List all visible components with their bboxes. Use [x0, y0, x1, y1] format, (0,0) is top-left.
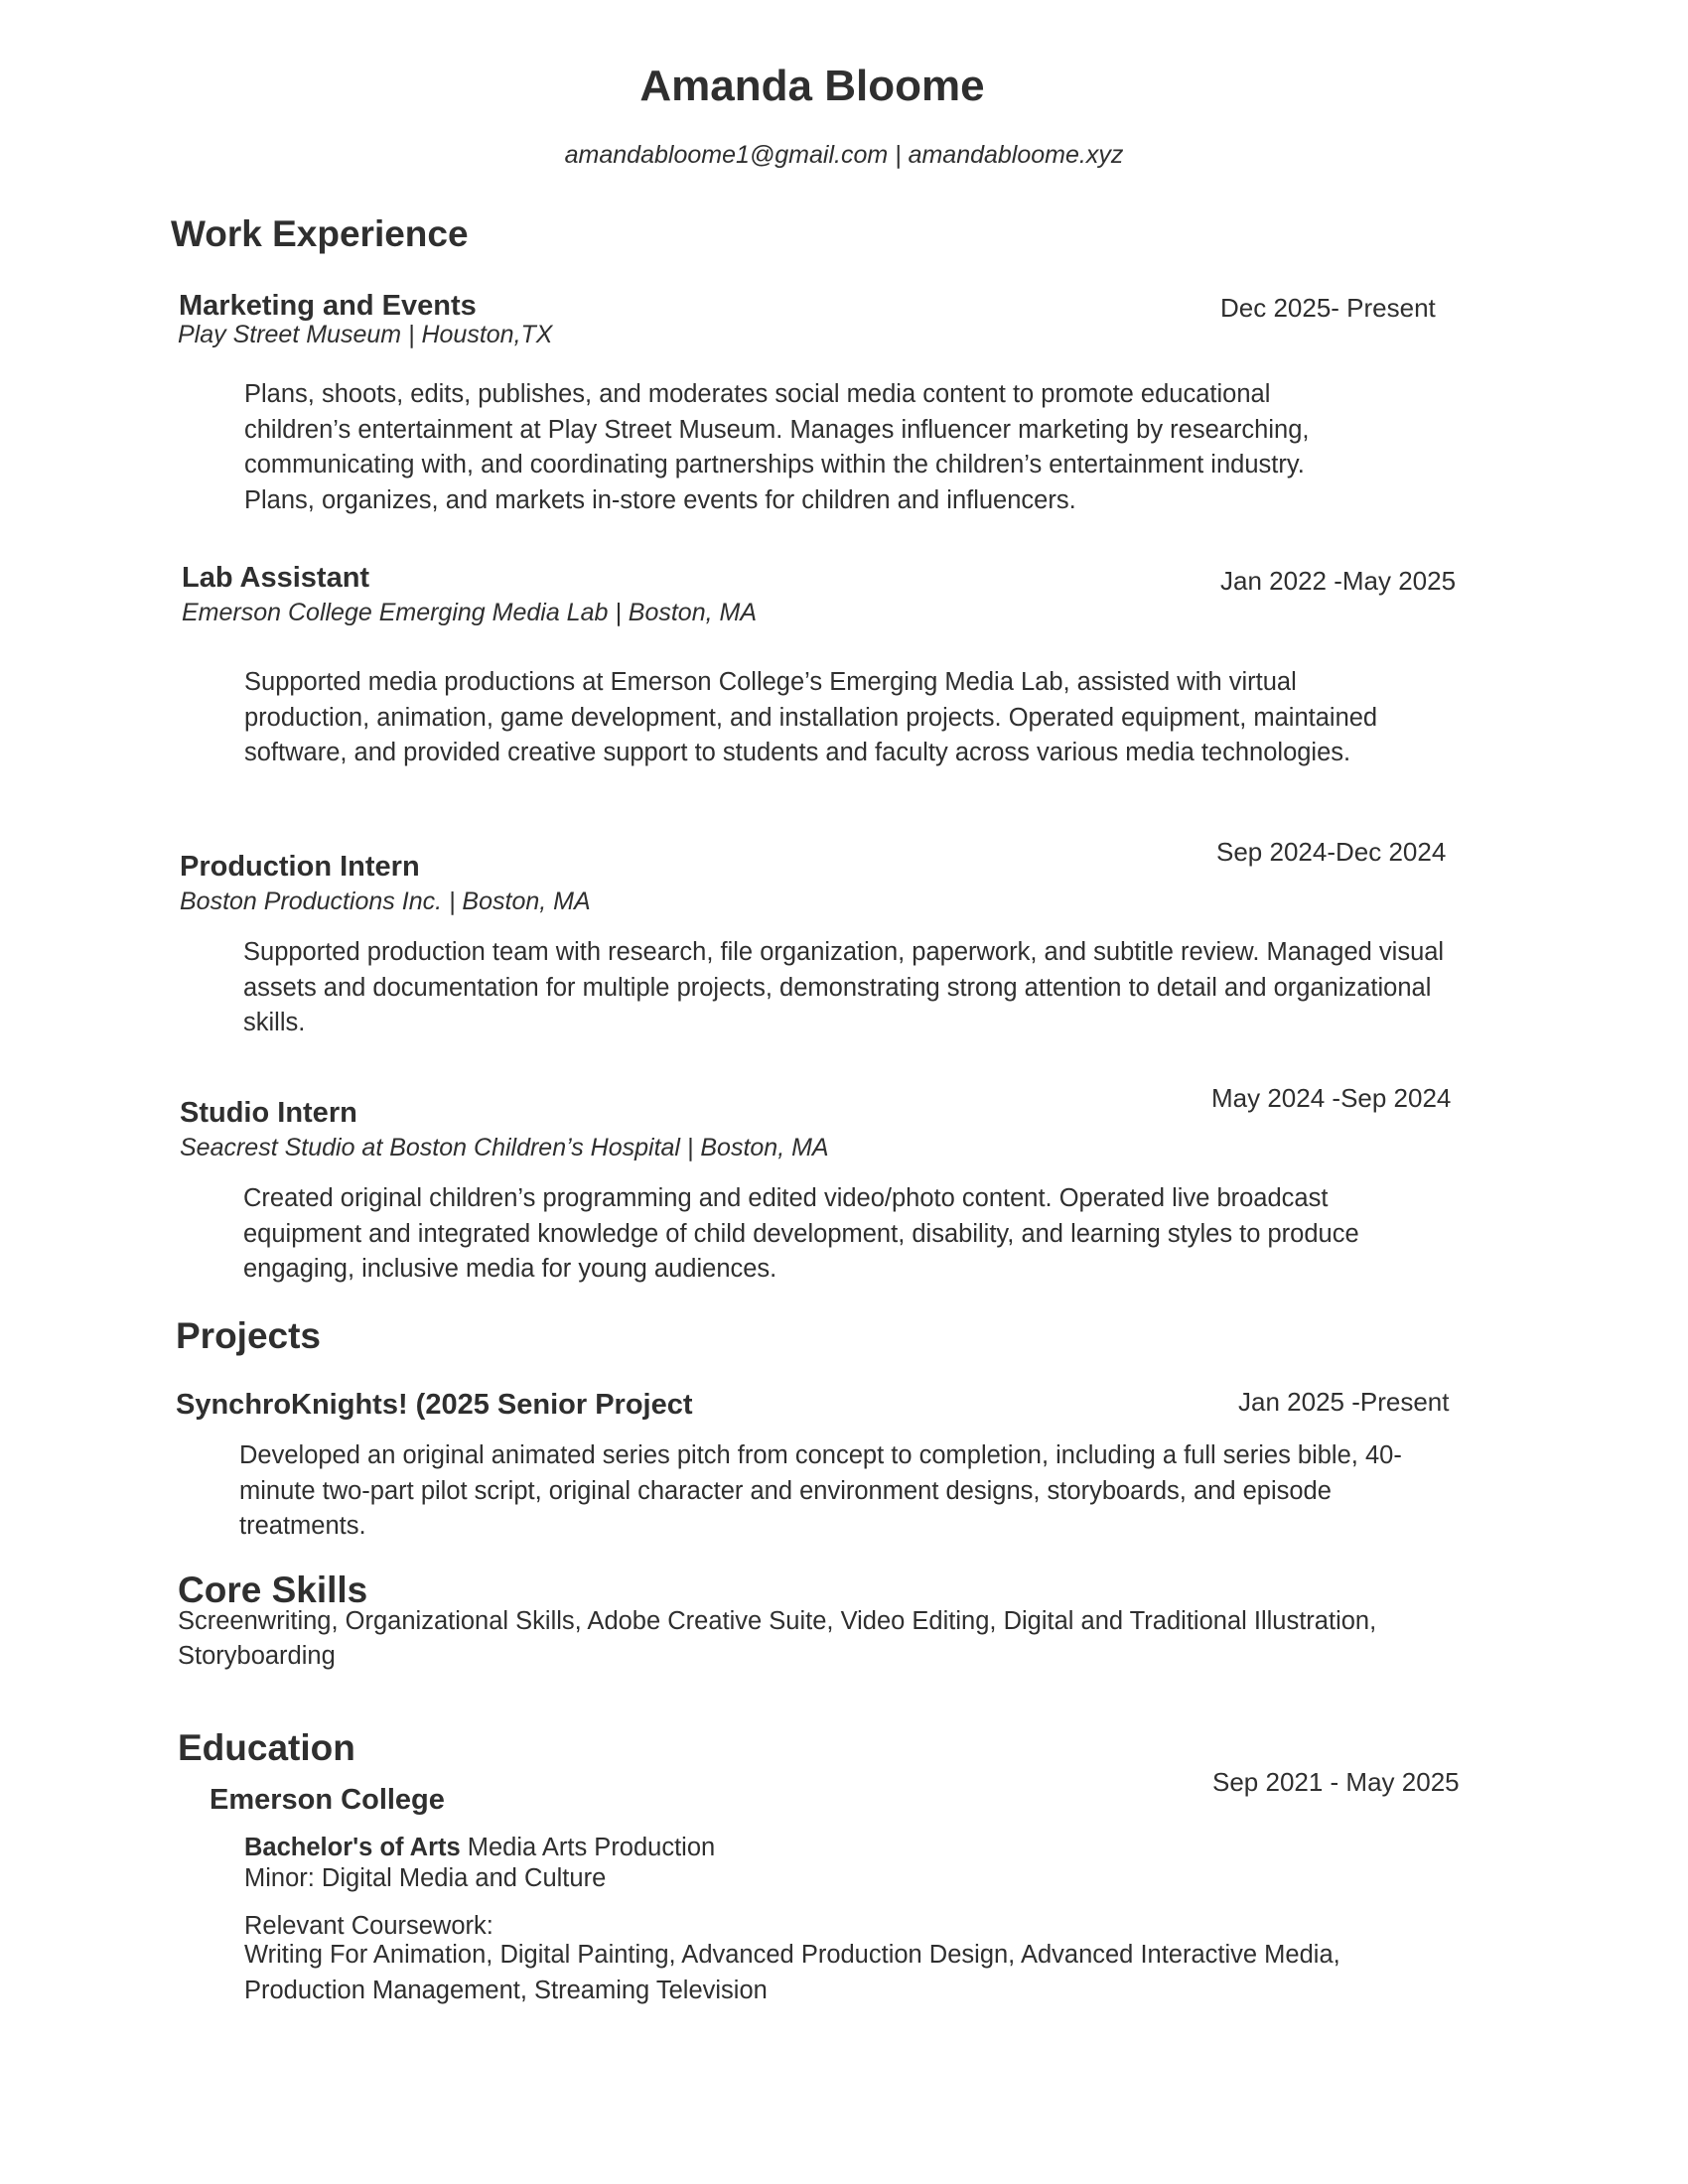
resume-name: Amanda Bloome: [639, 62, 985, 110]
core-skills-heading: Core Skills: [178, 1570, 368, 1610]
coursework-label: Relevant Coursework:: [244, 1912, 493, 1940]
work-experience-heading: Work Experience: [171, 213, 469, 254]
job-company: Play Street Museum | Houston,TX: [178, 321, 553, 348]
job-title: Studio Intern: [180, 1097, 357, 1129]
job-company: Emerson College Emerging Media Lab | Boston, MA: [182, 599, 758, 626]
project-dates: Jan 2025 -Present: [1238, 1387, 1450, 1417]
core-skills-list: Screenwriting, Organizational Skills, Adobe Creative Suite, Video Editing, Digital and Traditional Illustration, Storyboarding: [178, 1607, 1377, 1670]
projects-heading: Projects: [176, 1315, 322, 1356]
education-dates: Sep 2021 - May 2025: [1212, 1767, 1460, 1797]
job-dates: Jan 2022 -May 2025: [1220, 566, 1457, 596]
contact-info: amandabloome1@gmail.com | amandabloome.xyz: [564, 141, 1124, 169]
job-company: Seacrest Studio at Boston Children’s Hospital | Boston, MA: [180, 1134, 829, 1161]
job-title: Production Intern: [180, 851, 420, 883]
job-title: Lab Assistant: [182, 562, 370, 594]
job-dates: Sep 2024-Dec 2024: [1216, 837, 1447, 867]
job-description: Plans, shoots, edits, publishes, and moderates social media content to promote educational children’s entertainment at Play Street Museum. Manages influencer marketing by researching, communicating with, and coordinating partnerships within the children’s entertainment industry. Plans, organizes, and markets in-store events for children and influencers.: [244, 380, 1310, 514]
project-description: Developed an original animated series pitch from concept to completion, including a full series bible, 40-minute two-part pilot script, original character and environment designs, storyboards, and episode treatments.: [239, 1441, 1402, 1540]
school-name: Emerson College: [210, 1784, 445, 1816]
degree-major: Media Arts Production: [460, 1834, 716, 1861]
minor: Minor: Digital Media and Culture: [244, 1864, 607, 1892]
job-description: Created original children’s programming and edited video/photo content. Operated live broadcast equipment and integrated knowledge of child development, disability, and learning styles to produce engaging, inclusive media for young audiences.: [243, 1184, 1359, 1283]
project-title: SynchroKnights! (2025 Senior Project: [176, 1389, 693, 1421]
job-description: Supported production team with research, file organization, paperwork, and subtitle review. Managed visual assets and documentation for multiple projects, demonstrating strong attention to detail and organizational skills.: [243, 938, 1445, 1036]
degree: [244, 1834, 715, 1862]
job-dates: Dec 2025- Present: [1220, 293, 1436, 323]
job-dates: May 2024 -Sep 2024: [1211, 1083, 1452, 1113]
job-description: Supported media productions at Emerson College’s Emerging Media Lab, assisted with virtual production, animation, game development, and installation projects. Operated equipment, maintained software, and provided creative support to students and faculty across various media technologies.: [244, 668, 1378, 766]
education-heading: Education: [178, 1727, 355, 1768]
degree-type: Bachelor's of Arts: [244, 1834, 461, 1861]
job-title: Marketing and Events: [179, 290, 477, 322]
job-company: Boston Productions Inc. | Boston, MA: [180, 887, 591, 915]
coursework-list: Writing For Animation, Digital Painting, Advanced Production Design, Advanced Interactive Media, Production Management, Streaming Television: [244, 1941, 1340, 2004]
